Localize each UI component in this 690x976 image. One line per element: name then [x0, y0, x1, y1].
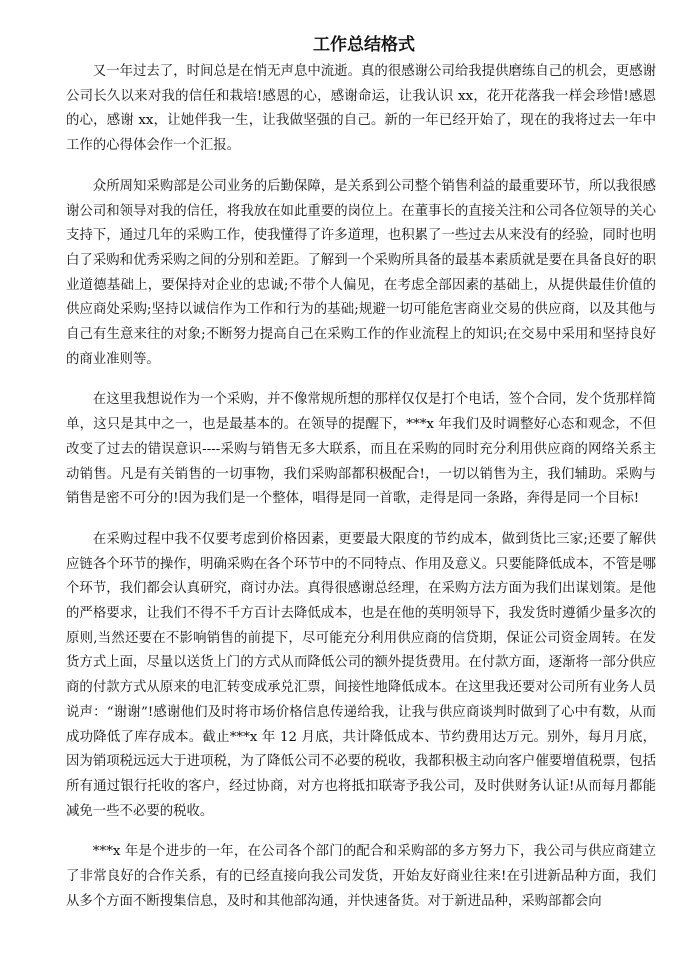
- paragraph-gap: [66, 372, 656, 388]
- paragraph-procurement-role: 众所周知采购部是公司业务的后勤保障，是关系到公司整个销售利益的最重要环节，所以我很感谢公司和领导对我的信任，将我放在如此重要的岗位上。在董事长的直接关注和公司各位领导的关心支持下，通过几年的采购工作，使我懂得了许多道理，也积累了一些过去从来没有的经验，同时也明白了采购和优秀采购之间的分别和差距。了解到一个采购所具备的最基本素质就是要在具备良好的职业道德基础上，要保持对企业的忠诚;不带个人偏见，在考虑全部因素的基础上，从提供最佳价值的供应商处采购;坚持以诚信作为工作和行为的基础;规避一切可能危害商业交易的供应商，以及其他与自己有生意来往的对象;不断努力提高自己在采购工作的作业流程上的知识;在交易中采用和坚持良好的商业准则等。: [66, 178, 656, 367]
- paragraph-progress-year: ***x 年是个进步的一年，在公司各个部门的配合和采购部的多方努力下，我公司与供应商建立了非常良好的合作关系，有的已经直接向我公司发货，开始友好商业往来!在引进新品种方面，我们从多个方面不断搜集信息，及时和其他部沟通，并快速备货。对于新进品种，采购部都会向: [66, 844, 656, 909]
- paragraph-gap: [66, 159, 656, 175]
- document-title: 工作总结格式: [313, 35, 415, 55]
- paragraph-gap: [66, 512, 656, 528]
- document-page: [66, 34, 656, 915]
- paragraph-procurement-sales: 在这里我想说作为一个采购，并不像常规所想的那样仅仅是打个电话，签个合同，发个货那样简单，这只是其中之一，也是最基本的。在领导的提醒下，***x 年我们及时调整好心态和观念，不但改变了过去的错误意识----采购与销售无多大联系，而且在采购的同时充分利用供应商的网络关系主动销售。凡是有关销售的一切事物，我们采购部都积极配合!，一切以销售为主，我们辅助。采购与销售是密不可分的!因为我们是一个整体，唱得是同一首歌，走得是同一条路，奔得是同一个目标!: [66, 392, 656, 507]
- paragraph-intro: 又一年过去了，时间总是在悄无声息中流逝。真的很感谢公司给我提供磨练自己的机会，更感谢公司长久以来对我的信任和栽培!感恩的心，感谢命运，让我认识 xx，花开花落我一样会珍惜!感恩的心，感谢 xx，让她伴我一生，让我做坚强的自己。新的一年已经开始了，现在的我将过去一年中工作的心得体会作一个汇报。: [66, 64, 656, 154]
- paragraph-gap: [66, 824, 656, 840]
- paragraph-cost-reduction: 在采购过程中我不仅要考虑到价格因素，更要最大限度的节约成本，做到货比三家;还要了解供应链各个环节的操作，明确采购在各个环节中的不同特点、作用及意义。只要能降低成本，不管是哪个环节，我们都会认真研究，商讨办法。真得很感谢总经理，在采购方法方面为我们出谋划策。是他的严格要求，让我们不得不千方百计去降低成本，也是在他的英明领导下，我发货时遵循少量多次的原则,当然还要在不影响销售的前提下，尽可能充分利用供应商的信贷期，保证公司资金周转。在发货方式上面，尽量以送货上门的方式从而降低公司的额外提货费用。在付款方面，逐渐将一部分供应商的付款方式从原来的电汇转变成承兑汇票，间接性地降低成本。在这里我还要对公司所有业务人员说声：“谢谢”!感谢他们及时将市场价格信息传递给我，让我与供应商谈判时做到了心中有数，从而成功降低了库存成本。截止***x 年 12 月底，共计降低成本、节约费用达万元。别外，每月月底，因为销项税远远大于进项税，为了降低公司不必要的税收，我都积极主动向客户催要增值税票，包括所有通过银行托收的客户，经过协商，对方也将抵扣联寄予我公司，及时供财务认证!从而每月都能减免一些不必要的税收。: [66, 531, 656, 819]
